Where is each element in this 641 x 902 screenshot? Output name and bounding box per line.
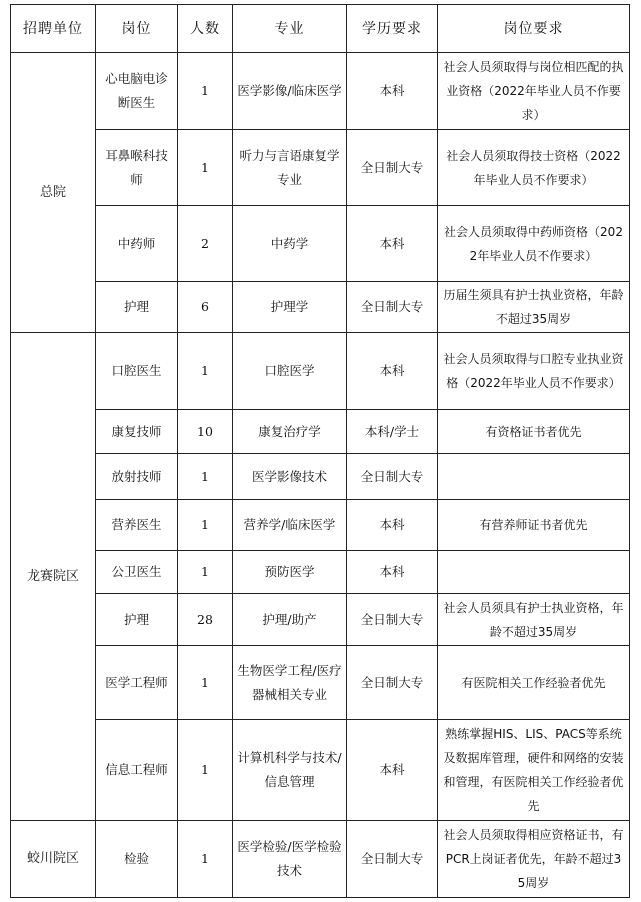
education-cell: 全日制大专 — [347, 594, 438, 646]
table-row — [11, 646, 630, 720]
requirement-cell — [438, 454, 630, 500]
post-cell: 中药师 — [96, 206, 178, 282]
recruitment-table — [10, 4, 630, 898]
major-cell: 康复治疗学 — [233, 410, 347, 454]
unit-cell-longsai: 龙赛院区 — [11, 333, 96, 821]
education-cell: 本科 — [347, 206, 438, 282]
education-cell: 全日制大专 — [347, 454, 438, 500]
table-row — [11, 551, 630, 594]
education-cell: 全日制大专 — [347, 130, 438, 206]
unit-cell-jiaochuan: 蛟川院区 — [11, 821, 96, 898]
requirement-cell: 历届生须具有护士执业资格，年龄不超过35周岁 — [438, 282, 630, 333]
table-row — [11, 282, 630, 333]
major-cell: 中药学 — [233, 206, 347, 282]
post-cell: 医学工程师 — [96, 646, 178, 720]
count-cell: 1 — [178, 454, 233, 500]
major-cell: 营养学/临床医学 — [233, 500, 347, 551]
table-row — [11, 206, 630, 282]
table-row — [11, 410, 630, 454]
header-unit: 招聘单位 — [11, 5, 96, 53]
table-row — [11, 500, 630, 551]
count-cell: 2 — [178, 206, 233, 282]
header-post: 岗位 — [96, 5, 178, 53]
table-body — [11, 53, 630, 898]
count-cell: 1 — [178, 53, 233, 130]
post-cell: 护理 — [96, 594, 178, 646]
education-cell: 本科/学士 — [347, 410, 438, 454]
major-cell: 听力与言语康复学专业 — [233, 130, 347, 206]
post-cell: 耳鼻喉科技师 — [96, 130, 178, 206]
requirement-cell: 社会人员须取得相应资格证书，有PCR上岗证者优先，年龄不超过35周岁 — [438, 821, 630, 898]
education-cell: 本科 — [347, 551, 438, 594]
major-cell: 医学检验/医学检验技术 — [233, 821, 347, 898]
education-cell: 本科 — [347, 500, 438, 551]
post-cell: 心电脑电诊断医生 — [96, 53, 178, 130]
post-cell: 康复技师 — [96, 410, 178, 454]
education-cell: 全日制大专 — [347, 646, 438, 720]
post-cell: 护理 — [96, 282, 178, 333]
major-cell: 预防医学 — [233, 551, 347, 594]
count-cell: 1 — [178, 333, 233, 410]
major-cell: 护理学 — [233, 282, 347, 333]
requirement-cell: 有资格证书者优先 — [438, 410, 630, 454]
post-cell: 营养医生 — [96, 500, 178, 551]
count-cell: 1 — [178, 130, 233, 206]
count-cell: 1 — [178, 646, 233, 720]
header-requirements: 岗位要求 — [438, 5, 630, 53]
post-cell: 检验 — [96, 821, 178, 898]
major-cell: 计算机科学与技术/信息管理 — [233, 720, 347, 821]
count-cell: 10 — [178, 410, 233, 454]
requirement-cell: 社会人员须取得中药师资格（2022年毕业人员不作要求） — [438, 206, 630, 282]
table-row — [11, 594, 630, 646]
post-cell: 口腔医生 — [96, 333, 178, 410]
requirement-cell: 熟练掌握HIS、LIS、PACS等系统及数据库管理，硬件和网络的安装和管理，有医院相关工作经验者优先 — [438, 720, 630, 821]
education-cell: 本科 — [347, 720, 438, 821]
table-row — [11, 53, 630, 130]
header-row — [11, 5, 630, 53]
requirement-cell: 社会人员须具有护士执业资格，年龄不超过35周岁 — [438, 594, 630, 646]
requirement-cell: 社会人员须取得与口腔专业执业资格（2022年毕业人员不作要求） — [438, 333, 630, 410]
table-row — [11, 130, 630, 206]
count-cell: 1 — [178, 551, 233, 594]
table-row — [11, 454, 630, 500]
count-cell: 28 — [178, 594, 233, 646]
table-row — [11, 821, 630, 898]
post-cell: 放射技师 — [96, 454, 178, 500]
unit-cell-zongyuan: 总院 — [11, 53, 96, 333]
major-cell: 医学影像/临床医学 — [233, 53, 347, 130]
requirement-cell: 社会人员须取得与岗位相匹配的执业资格（2022年毕业人员不作要求） — [438, 53, 630, 130]
education-cell: 全日制大专 — [347, 282, 438, 333]
education-cell: 本科 — [347, 333, 438, 410]
count-cell: 1 — [178, 500, 233, 551]
education-cell: 本科 — [347, 53, 438, 130]
requirement-cell: 社会人员须取得技士资格（2022年毕业人员不作要求） — [438, 130, 630, 206]
header-major: 专业 — [233, 5, 347, 53]
education-cell: 全日制大专 — [347, 821, 438, 898]
post-cell: 公卫医生 — [96, 551, 178, 594]
requirement-cell — [438, 551, 630, 594]
header-count: 人数 — [178, 5, 233, 53]
table-header — [11, 5, 630, 53]
table-row — [11, 333, 630, 410]
major-cell: 口腔医学 — [233, 333, 347, 410]
requirement-cell: 有医院相关工作经验者优先 — [438, 646, 630, 720]
count-cell: 1 — [178, 720, 233, 821]
count-cell: 6 — [178, 282, 233, 333]
header-education: 学历要求 — [347, 5, 438, 53]
major-cell: 医学影像技术 — [233, 454, 347, 500]
requirement-cell: 有营养师证书者优先 — [438, 500, 630, 551]
table-row — [11, 720, 630, 821]
major-cell: 护理/助产 — [233, 594, 347, 646]
count-cell: 1 — [178, 821, 233, 898]
major-cell: 生物医学工程/医疗器械相关专业 — [233, 646, 347, 720]
post-cell: 信息工程师 — [96, 720, 178, 821]
